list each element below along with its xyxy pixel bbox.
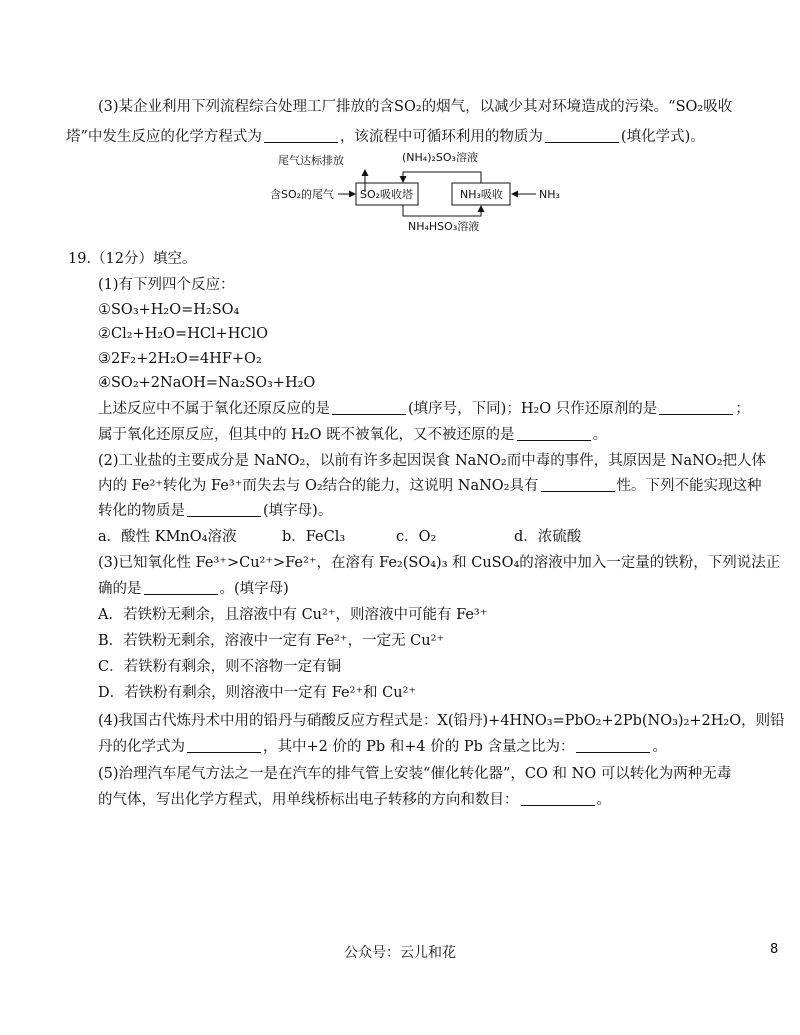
text: 确的是 <box>98 581 142 597</box>
reaction-3: ③2F₂+2H₂O=4HF+O₂ <box>98 351 262 367</box>
part2-line1: (2)工业盐的主要成分是 NaNO₂，以前有许多起因误食 NaNO₂而中毒的事件，其原因是 NaNO₂把人体 <box>98 453 767 469</box>
answer-blank[interactable] <box>521 791 595 806</box>
reaction-2: ②Cl₂+H₂O=HCl+HClO <box>98 326 268 342</box>
part2-option-b: b．FeCl₃ <box>282 529 346 545</box>
part3-line2 <box>98 578 289 600</box>
top-flow-label: (NH₄)₂SO₃溶液 <box>402 151 478 164</box>
text: 内的 Fe²⁺转化为 Fe³⁺而失去与 O₂结合的能力，这说明 NaNO₂具有 <box>98 478 539 494</box>
answer-blank[interactable] <box>545 128 619 143</box>
part3-option-a: A．若铁粉无剩余，且溶液中有 Cu²⁺，则溶液中可能有 Fe³⁺ <box>98 607 488 623</box>
bottom-flow-line <box>403 205 481 216</box>
exhaust-label: 尾气达标排放 <box>278 154 344 167</box>
part5-line2 <box>98 789 611 811</box>
text: 。 <box>592 427 608 443</box>
text: 上述反应中不属于氧化还原反应的是 <box>98 401 330 417</box>
answer-blank[interactable] <box>541 477 615 492</box>
answer-blank[interactable] <box>264 128 338 143</box>
answer-blank[interactable] <box>144 580 218 595</box>
text: 丹的化学式为 <box>98 739 185 755</box>
text: 。 <box>596 792 611 808</box>
part4-line2 <box>98 736 667 758</box>
part3-line1: (3)已知氧化性 Fe³⁺>Cu²⁺>Fe²⁺，在溶有 Fe₂(SO₄)₃ 和 CuSO₄的溶液中加入一定量的铁粉，下列说法正 <box>98 555 781 571</box>
answer-blank[interactable] <box>187 502 261 517</box>
text: 。(填字母) <box>219 581 289 597</box>
text: ； <box>735 401 750 417</box>
text: 性。下列不能实现这种 <box>616 478 762 494</box>
text: 的气体，写出化学方程式，用单线桥标出电子转移的方向和数目： <box>98 792 519 808</box>
q18-text-b: ，该流程中可循环利用的物质为 <box>339 129 543 145</box>
nh3-label: NH₃ <box>539 188 560 201</box>
answer-blank[interactable] <box>517 426 591 441</box>
question-header: （12分）填空。 <box>91 251 197 267</box>
part1-intro: (1)有下列四个反应： <box>98 277 235 293</box>
input-label: 含SO₂的尾气 <box>270 188 335 201</box>
process-flow-diagram <box>260 146 580 238</box>
q18-text-c: (填化学式)。 <box>620 129 705 145</box>
text: (填字母)。 <box>263 503 333 519</box>
part2-option-c: c．O₂ <box>396 529 437 545</box>
question-19-header <box>68 248 197 270</box>
footer-source: 公众号：云儿和花 <box>344 945 456 961</box>
page-number: 8 <box>770 942 779 957</box>
text: (填序号，下同)；H₂O 只作还原剂的是 <box>408 401 658 417</box>
text: 属于氧化还原反应，但其中的 H₂O 既不被氧化，又不被还原的是 <box>98 427 515 443</box>
reaction-1: ①SO₃+H₂O=H₂SO₄ <box>98 302 240 318</box>
bottom-flow-label: NH₄HSO₃溶液 <box>408 220 480 233</box>
text: 转化的物质是 <box>98 503 185 519</box>
part3-option-d: D．若铁粉有剩余，则溶液中一定有 Fe²⁺和 Cu²⁺ <box>98 685 417 701</box>
part3-option-c: C．若铁粉有剩余，则不溶物一定有铜 <box>98 659 342 675</box>
part1-question-line2 <box>98 424 607 446</box>
q18-part3-line2 <box>66 126 705 148</box>
answer-blank[interactable] <box>576 738 650 753</box>
part1-question-line1 <box>98 398 750 420</box>
part5-line1: (5)治理汽车尾气方法之一是在汽车的排气管上安装“催化转化器”，CO 和 NO 可以转化为两种无毒 <box>98 766 732 782</box>
text: 。 <box>652 739 667 755</box>
absorber-label: SO₂吸收塔 <box>360 188 414 201</box>
part2-line2 <box>98 475 762 497</box>
q18-part3-line1: (3)某企业利用下列流程综合处理工厂排放的含SO₂的烟气，以减少其对环境造成的污染。“SO₂吸收 <box>98 99 733 115</box>
text: ，其中+2 价的 Pb 和+4 价的 Pb 含量之比为： <box>263 739 575 755</box>
part3-option-b: B．若铁粉无剩余，溶液中一定有 Fe²⁺，一定无 Cu²⁺ <box>98 633 445 649</box>
answer-blank[interactable] <box>332 400 406 415</box>
question-number: 19. <box>68 251 92 267</box>
top-flow-line <box>403 172 481 183</box>
q18-text-a: 塔”中发生反应的化学方程式为 <box>66 129 262 145</box>
part2-line3 <box>98 500 332 522</box>
part2-option-d: d．浓硫酸 <box>514 529 582 545</box>
nh3-absorb-label: NH₃吸收 <box>460 188 503 201</box>
part4-line1: (4)我国古代炼丹术中用的铅丹与硝酸反应方程式是：X(铅丹)+4HNO₃=PbO₂+2Pb(NO₃)₂+2H₂O，则铅 <box>98 713 785 729</box>
part2-option-a: a．酸性 KMnO₄溶液 <box>98 529 237 545</box>
answer-blank[interactable] <box>659 400 733 415</box>
reaction-4: ④SO₂+2NaOH=Na₂SO₃+H₂O <box>98 375 316 391</box>
answer-blank[interactable] <box>187 738 261 753</box>
